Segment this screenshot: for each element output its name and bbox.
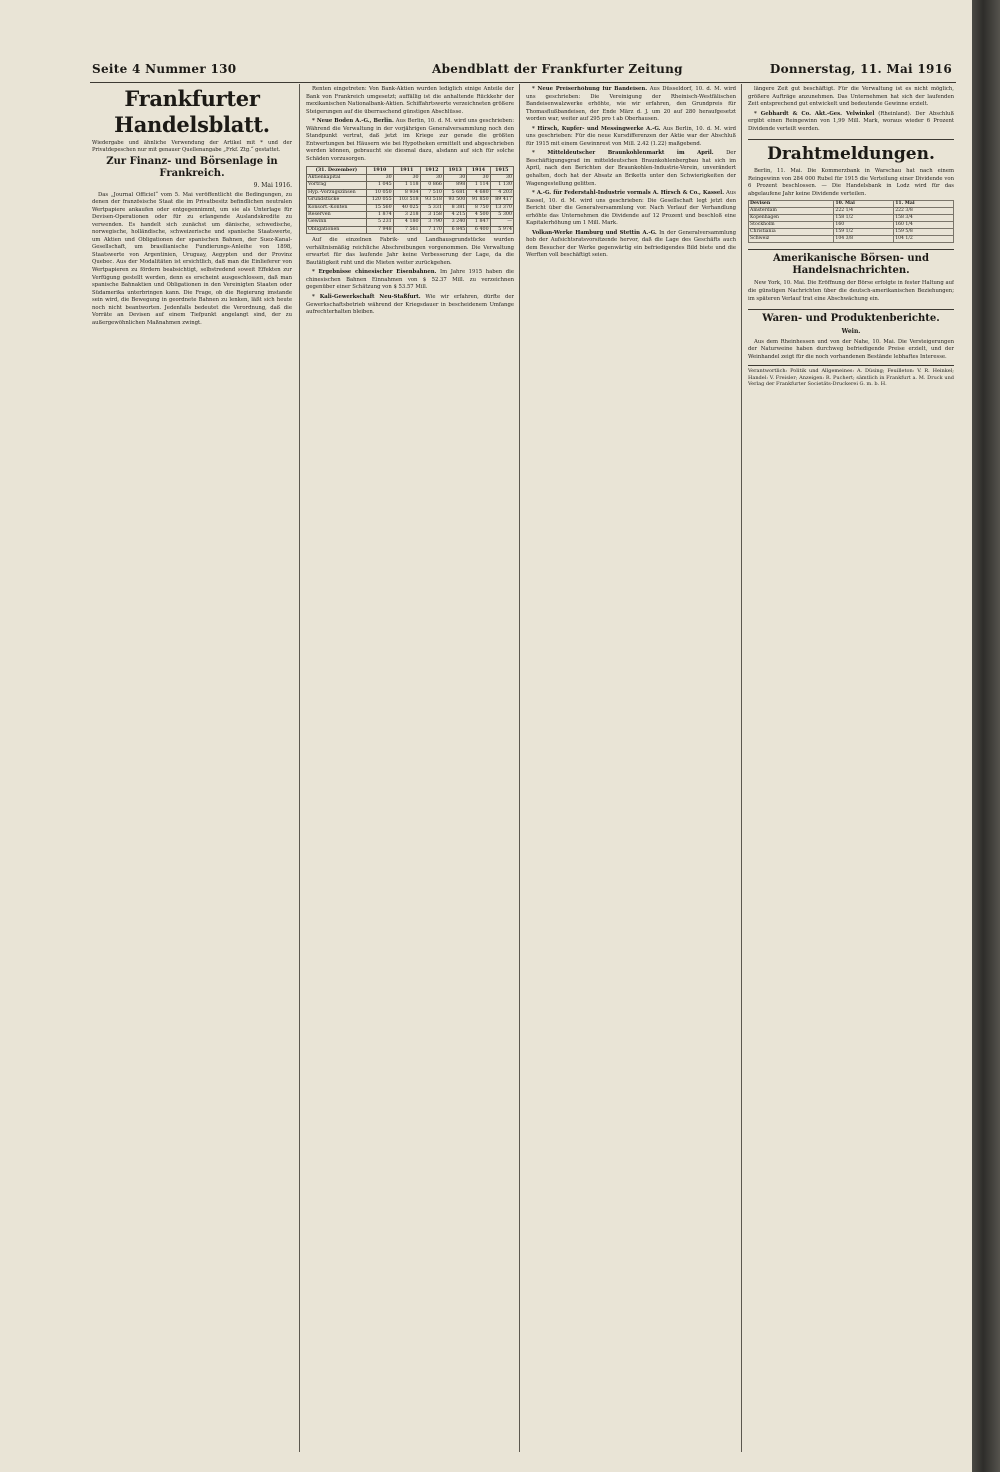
table-cell: 1 874 [366,211,393,218]
table-cell: 1 045 [366,182,393,189]
table-cell: 5 231 [366,219,393,226]
table-cell: 3 218 [393,211,420,218]
table-cell: 3 790 [420,219,443,226]
table-cell: Konsort.-Konten [307,204,367,211]
table-cell: 30 [467,174,490,181]
running-head [92,62,952,80]
table-cell: 5 331 [420,204,443,211]
table-cell: 3 158 [420,211,443,218]
table-cell: 0 866 [420,182,443,189]
table-cell: 104 3/8 [834,236,894,243]
article-body: Aus Berlin, 10. d. M. wird uns geschrieben: Während die Verwaltung in der vorjährigen Generalversammlung noch den Standpunkt vertrat, daß jetzt im Kriege zur gerade die größten Entwertungen bei Häusern wie bei Hypotheken ermittelt und abgeschrieben werden können, gebraucht sie diesmal dazu, alsdann auf sich für solche Schäden vorzusorgen. [306,118,514,162]
table-cell: 5 681 [443,189,466,196]
column-divider [299,84,300,1452]
table-cell: Amsterdam [749,208,834,215]
section-heading-amerikanische: Amerikanische Börsen- und Handelsnachrichten. [748,249,954,277]
table-cell: Christiania [749,229,834,236]
table-cell: 1 114 [467,182,490,189]
devisen-table [748,200,954,243]
table-row [749,215,954,222]
paper-title: Abendblatt der Frankfurter Zeitung [432,62,683,76]
table-cell: 30 [366,174,393,181]
article-body: Aus Düsseldorf, 10. d. M. wird uns geschrieben: Die Vereinigung der Rheinisch-Westfälischen Bandeisenwalzwerke erhöhte, wie wir erfahren, den Grundpreis für Thomasflußbandeisen, der Ende März d. J. um 20 auf 280 heraufgesetzt worden war, weiter auf 295 pro t ab Oberhausen. [526,86,736,123]
issue-date: Donnerstag, 11. Mai 1916 [769,62,952,76]
table-cell: 104 1/2 [894,236,954,243]
section-heading-drahtmeldungen: Drahtmeldungen. [748,139,954,165]
article-title: * Mitteldeutscher Braunkohlenmarkt im April. [532,150,714,157]
table-cell: 4 215 [443,211,466,218]
table-cell: Kopenhagen [749,215,834,222]
table-cell: Vortrag [307,182,367,189]
article-title: Volkan-Werke Hamburg und Stettin A.-G. [532,229,657,236]
table-cell: 91 850 [467,197,490,204]
table-cell: 4 500 [467,211,490,218]
table-cell: 7 510 [420,189,443,196]
table-row [749,201,954,208]
article-body: Wie wir erfahren, dürfte der Gewerkschaftsbetrieb während der Kriegsdauer in bescheidenem Umfange aufrechterhalten bleiben. [306,293,514,316]
table-cell: 160 [834,222,894,229]
table-cell: Grundstücke [307,197,367,204]
table-row [307,189,514,196]
table-cell: 8 750 [467,204,490,211]
table-cell: 6 845 [443,226,466,233]
table-cell: 13 370 [490,204,513,211]
article-title: * A.-G. für Federstahl-Industrie vormals A. Hirsch & Co., Kassel. [532,190,725,197]
article-body: (Rheinland). Der Abschluß ergibt einen Reingewinn von 1,99 Mill. Mark, woraus wieder 6 Prozent Dividende verteilt werden. [748,110,954,132]
table-header-cell: (31. Dezember) [307,167,367,174]
article-body: In der Generalversammlung hob der Aufsichtsratsvorsitzende hervor, daß die Lage des Geschäfts auch dem Besucher der Werke gegenwärtig ein befriedigendes Bild biete und die Werften voll beschäftigt seien. [526,229,736,259]
table-cell: 7 170 [420,226,443,233]
column-2 [306,86,514,1452]
article-body: Der Beschäftigungsgrad im mitteldeutschen Braunkohlenbergbau hat sich im April, nach den Berichten der Braunkohlen-Industrie-Verein, unverändert gehalten, doch hat der Absatz an Briketts unter den Schwierigkeiten der Wagengestellung gelitten. [526,150,736,187]
table-cell: 11. Mai [894,201,954,208]
table-header-cell: 1912 [420,167,443,174]
article-title: * Neue Preiserhöhung für Bandeisen. [532,86,648,92]
table-cell: 1 130 [490,182,513,189]
article-body: New York, 10. Mai. Die Eröffnung der Börse erfolgte in fester Haltung auf die günstigen Nachrichten über die deutsch-amerikanischen Beziehungen; im späteren Verlauf trat eine Abschwächung ein. [748,280,954,302]
table-row [307,219,514,226]
article-body: Im Jahre 1915 haben die chinesischen Bahnen Einnahmen von $ 52.37 Mill. zu verzeichnen gegenüber einer Schätzung von $ 53.57 Mill. [306,269,514,291]
table-cell: 3 240 [443,219,466,226]
table-row [307,182,514,189]
table-row [307,226,514,233]
article-body: Das „Journal Officiel“ vom 5. Mai veröffentlicht die Bedingungen, zu denen der französische Staat die im Privatbesitz befindlichen neutralen Wertpapiere ankaufen oder entgegennimmt, um sie als Unterlage für Devisen-Operationen oder für zu erlangende Auslandskredite zu verwenden. Es handelt sich zunächst um dänische, schwedische, norwegische, holländische, schweizerische und spanische Staatswerte, um Aktien und Obligationen der spanischen Bahnen, der Suez-Kanal-Gesellschaft, um brasilianische Fundierungs-Anleihe von 1898, Staatswerte von Argentinien, Uruguay, Aegypten und der Provinz Quebec. Aus der Modalitäten ist ersichtlich, daß man die Einlieferer von Wertpapieren zu fördern beabsichtigt, selbstredend soweit Effekten zur Verfügung gestellt werden, denn es erscheint ausgeschlossen, daß man spanische Bahnaktien und Obligationen in den Vereinigten Staaten oder Südamerika unterbringen kann. Die Frage, ob die Regierung imstande sein wird, die Bewegung in geordnete Bahnen zu lenken, läßt sich heute noch nicht beantworten. Jedenfalls bedeutet die Verordnung, daß die Vorräte an Devisen auf einem Tiefpunkt angelangt sind, der zu außergewöhnlichen Maßnahmen zwingt. [92,191,292,326]
table-header-cell: 1911 [393,167,420,174]
table-cell: 93 500 [443,197,466,204]
table-header-cell: 1915 [490,167,513,174]
article-body: Berlin, 11. Mai. Die Kommerzbank in Warschau hat nach einem Reingewinn von 284 000 Rubel für 1915 die Verteilung einer Dividende von 6 Prozent beschlossen. — Die Handelsbank in Lodz wird für das abgelaufene Jahr keine Dividende verteilen. [748,168,954,197]
table-header-cell: 1910 [366,167,393,174]
table-cell: 5 974 [490,226,513,233]
balance-table [306,166,514,234]
subsection-heading: Wein. [841,328,861,336]
table-cell: 7 948 [366,226,393,233]
table-row [307,211,514,218]
article-body: Auf die einzelnen Fabrik- und Landhausgrundstücke wurden verhältnismäßig reichliche Abschreibungen vorgenommen. Die Verwaltung erwartet für das laufende Jahr keine Verbesserung der Lage, da die Bautätigkeit ruht und die Mieten weiter zurückgehen. [306,237,514,266]
table-cell: 30 [490,174,513,181]
imprint-footer: Verantwortlich: Politik und Allgemeines: A. Düsing; Feuilleton: V. R. Heinkel; Handel: V. Freisler; Anzeigen: R. Puchert; sämtlich in Frankfurt a. M. Druck und Verlag der Frankfurter Societäts-Druckerei G. m. b. H. [748,365,954,388]
table-row [307,197,514,204]
column-divider [741,84,742,1452]
table-cell: 103 518 [393,197,420,204]
table-cell: 40 025 [393,204,420,211]
table-cell: 159 1/2 [834,229,894,236]
article-title: * Gebhardt & Co. Akt.-Ges. Velwinkel [754,110,875,117]
table-cell: 5 300 [490,211,513,218]
article-body: Aus Berlin, 10. d. M. wird uns geschrieben: Für die neue Kursdifferenzen der Aktie war der Abschluß für 1915 mit einem Gewinnrest von Mill. 2.42 (1.22) maßgebend. [526,125,736,147]
table-cell: 120 055 [366,197,393,204]
section-heading-waren: Waren- und Produktenberichte. [748,309,954,325]
table-cell: 30 [443,174,466,181]
page-number: Seite 4 Nummer 130 [92,62,237,76]
table-cell: 30 [393,174,420,181]
table-cell: Reserven [307,211,367,218]
table-cell: 222 3/8 [894,208,954,215]
table-cell: 160 1/4 [894,222,954,229]
article-title: * Kali-Gewerkschaft Neu-Staßfurt. [312,293,421,300]
table-cell: 4 680 [467,189,490,196]
table-cell: 4 180 [393,219,420,226]
table-header-cell: 1914 [467,167,490,174]
section-masthead: Frankfurter Handelsblatt. [114,86,270,137]
table-cell: 8 381 [443,204,466,211]
table-row [307,204,514,211]
table-cell: Obligationen [307,226,367,233]
column-divider [519,84,520,1452]
article-date: 9. Mai 1916. [253,182,292,189]
masthead-note: Wiedergabe und ähnliche Verwendung der Artikel mit * und der Privatdepeschen nur mit genauer Quellenangabe „Frkf. Ztg.“ gestattet. [92,140,292,153]
table-cell: 93 518 [420,197,443,204]
table-row [749,208,954,215]
article-body: Renten eingetreten: Von Bank-Aktien wurden lediglich einige Anteile der Bank von Frankreich umgesetzt; auffällig ist die anhaltende Rückkehr der mexikanischen Nationalbank-Aktien. Schiffahrtswerte verzeichneten größere Steigerungen auf die überraschend günstigen Abschlüsse. [306,86,514,115]
column-1 [92,86,292,1452]
table-cell: 158 3/4 [894,215,954,222]
table-cell: 89 417 [490,197,513,204]
table-cell: — [490,219,513,226]
table-cell: Stockholm [749,222,834,229]
table-cell: 30 [420,174,443,181]
table-cell: Aktienkapital [307,174,367,181]
table-cell: Schweiz [749,236,834,243]
table-cell: 159 5/8 [894,229,954,236]
book-binding [972,0,1000,1472]
table-cell: 1 118 [393,182,420,189]
article-body: Aus Kassel, 10. d. M. wird uns geschrieben: Die Gesellschaft legt jetzt den Bericht über die Generalversammlung vor. Nach Verlauf der Verhandlung erhöhte das Unternehmen die Dividende auf 12 Prozent und beschloß eine Kapitalerhöhung um 1 Mill. Mark. [526,190,736,227]
table-cell: Gewinn [307,219,367,226]
table-cell: 7 561 [393,226,420,233]
table-cell: 222 1/4 [834,208,894,215]
table-cell: Hyp.-Vorzugszinsen [307,189,367,196]
article-body: Aus dem Rheinhessen und von der Nahe, 10. Mai. Die Versteigerungen der Naturweine haben durchweg befriedigende Preise erzielt, und der Weinhandel zeigt für die noch vorhandenen Bestände lebhaftes Interesse. [748,338,954,360]
table-row [307,174,514,181]
article-title: * Neue Boden A.-G., Berlin. [312,118,394,125]
column-3 [526,86,736,1452]
article-title: * Hirsch, Kupfer- und Messingwerke A.-G. [532,125,661,132]
table-row [749,236,954,243]
column-4 [748,86,954,1452]
header-rule [90,82,956,83]
table-cell: 10. Mai [834,201,894,208]
table-cell: 1 847 [467,219,490,226]
table-cell: 6 400 [467,226,490,233]
article-body: längere Zeit gut beschäftigt. Für die Verwaltung ist es nicht möglich, größere Aufträge anzunehmen. Das Unternehmen hat sich der laufenden Zeit entsprechend gut entwickelt und bedeutende Gewinne erzielt. [748,86,954,108]
table-header-cell: 1913 [443,167,466,174]
table-cell: 158 1/2 [834,215,894,222]
table-cell: 898 [443,182,466,189]
table-cell: Devisen [749,201,834,208]
table-cell: 10 050 [366,189,393,196]
article-headline: Zur Finanz- und Börsenlage in Frankreich. [106,156,278,179]
table-row [749,229,954,236]
table-cell: 8 934 [393,189,420,196]
table-cell: 4 203 [490,189,513,196]
table-cell: 15 560 [366,204,393,211]
article-title: * Ergebnisse chinesischer Eisenbahnen. [312,269,437,276]
table-row [749,222,954,229]
